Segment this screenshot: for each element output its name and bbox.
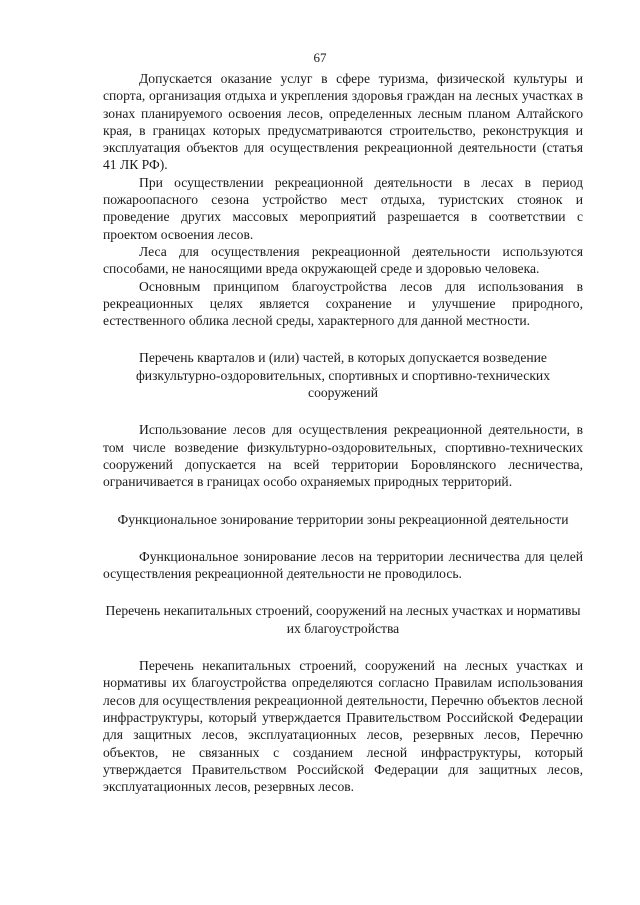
paragraph-structures-standards: Перечень некапитальных строений, сооружений на лесных участках и нормативы их благоустройства определяются согласно Правилам использования лесов для осуществления рекреационной деятельности, Перечню объектов лесной инфраструктуры, который утверждается Правительством Российской Федерации для защитных лесов, эксплуатационных лесов, резервных лесов, Перечню объектов, не связанных с созданием лесной инфраструктуры, который утверждается Правительством Российской Федерации для защитных лесов, эксплуатационных лесов, резервных лесов.	[103, 658, 583, 795]
section-heading-non-capital-structures: Перечень некапитальных строений, сооружений на лесных участках и нормативы их благоустройства	[105, 603, 581, 636]
paragraph-usage-methods: Леса для осуществления рекреационной деятельности используются способами, не наносящими вреда окружающей среде и здоровью человека.	[103, 243, 583, 277]
paragraph-fire-season: При осуществлении рекреационной деятельности в лесах в период пожароопасного сезона устройство мест отдыха, туристских стоянок и проведение других массовых мероприятий разрешается в соответствии с проектом освоения лесов.	[103, 174, 583, 242]
page-number: 67	[313, 50, 327, 65]
paragraph-forest-usage-territory: Использование лесов для осуществления рекреационной деятельности, в том числе возведение физкультурно-оздоровительных, спортивно-технических сооружений допускается на всей территории Боровлянского лесничества, ограничивается в границах особо охраняемых природных территорий.	[103, 422, 583, 490]
paragraph-main-principle: Основным принципом благоустройства лесов для использования в рекреационных целях является сохранение и улучшение природного, естественного облика лесной среды, характерного для данной местности.	[103, 278, 583, 329]
section-heading-functional-zoning: Функциональное зонирование территории зоны рекреационной деятельности	[117, 511, 569, 527]
document-body	[103, 70, 583, 795]
paragraph-zoning-not-done: Функциональное зонирование лесов на территории лесничества для целей осуществления рекреационной деятельности не проводилось.	[103, 548, 583, 582]
paragraph-tourism-services: Допускается оказание услуг в сфере туризма, физической культуры и спорта, организация отдыха и укрепления здоровья граждан на лесных участках в зонах планируемого освоения лесов, определенных лесным планом Алтайского края, в границах которых предусматриваются строительство, реконструкция и эксплуатация объектов для осуществления рекреационной деятельности (статья 41 ЛК РФ).	[103, 71, 583, 173]
section-heading-quarters-list: Перечень кварталов и (или) частей, в которых допускается возведение физкультурно-оздоровительных, спортивных и спортивно-технических сооружений	[135, 350, 550, 401]
